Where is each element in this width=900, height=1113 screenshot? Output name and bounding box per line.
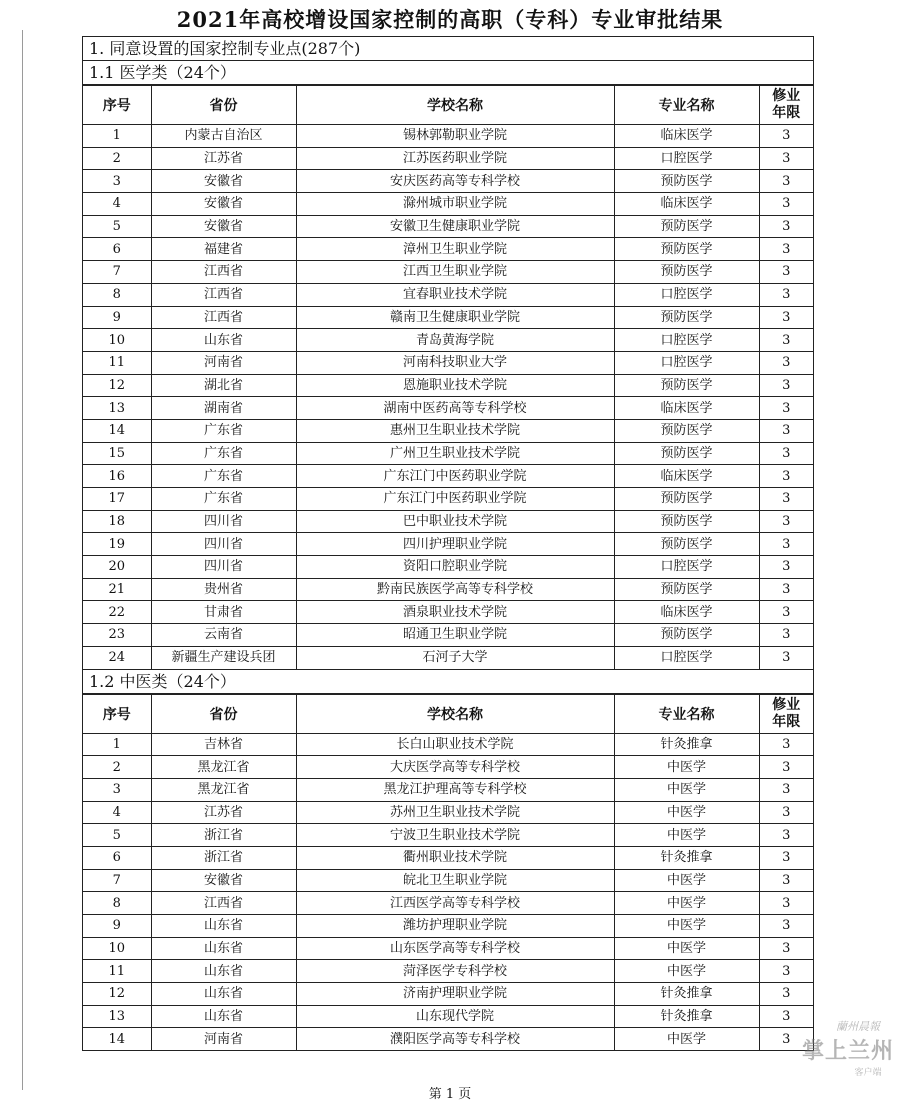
cell-index: 4 bbox=[83, 193, 151, 216]
cell-major: 预防医学 bbox=[614, 578, 759, 601]
cell-major: 预防医学 bbox=[614, 170, 759, 193]
cell-province: 四川省 bbox=[151, 556, 296, 579]
cell-province: 广东省 bbox=[151, 442, 296, 465]
cell-index: 2 bbox=[83, 147, 151, 170]
cell-major: 临床医学 bbox=[614, 397, 759, 420]
cell-index: 23 bbox=[83, 624, 151, 647]
table-row bbox=[83, 556, 813, 579]
cell-province: 广东省 bbox=[151, 419, 296, 442]
section-heading-medical: 1.1 医学类（24个） bbox=[83, 61, 813, 85]
header-major: 专业名称 bbox=[614, 694, 759, 733]
cell-index: 14 bbox=[83, 1028, 151, 1051]
cell-school: 大庆医学高等专科学校 bbox=[296, 756, 614, 779]
cell-years: 3 bbox=[759, 125, 813, 148]
cell-province: 江西省 bbox=[151, 261, 296, 284]
header-school: 学校名称 bbox=[296, 694, 614, 733]
cell-province: 山东省 bbox=[151, 983, 296, 1006]
table-row bbox=[83, 351, 813, 374]
table-header-row bbox=[83, 86, 813, 125]
cell-school: 皖北卫生职业学院 bbox=[296, 869, 614, 892]
cell-province: 江苏省 bbox=[151, 801, 296, 824]
table-row bbox=[83, 1028, 813, 1051]
cell-index: 15 bbox=[83, 442, 151, 465]
cell-school: 赣南卫生健康职业学院 bbox=[296, 306, 614, 329]
table-row bbox=[83, 1005, 813, 1028]
cell-index: 7 bbox=[83, 869, 151, 892]
cell-school: 广州卫生职业技术学院 bbox=[296, 442, 614, 465]
cell-province: 湖南省 bbox=[151, 397, 296, 420]
cell-province: 内蒙古自治区 bbox=[151, 125, 296, 148]
cell-major: 针灸推拿 bbox=[614, 983, 759, 1006]
table-row bbox=[83, 801, 813, 824]
cell-index: 4 bbox=[83, 801, 151, 824]
cell-index: 24 bbox=[83, 646, 151, 669]
cell-major: 临床医学 bbox=[614, 465, 759, 488]
cell-province: 山东省 bbox=[151, 960, 296, 983]
section-heading-approved: 1. 同意设置的国家控制专业点(287个) bbox=[83, 37, 813, 61]
cell-major: 预防医学 bbox=[614, 374, 759, 397]
cell-major: 预防医学 bbox=[614, 238, 759, 261]
cell-province: 山东省 bbox=[151, 937, 296, 960]
watermark-logo bbox=[800, 1018, 896, 1098]
cell-years: 3 bbox=[759, 601, 813, 624]
cell-major: 中医学 bbox=[614, 915, 759, 938]
cell-province: 山东省 bbox=[151, 329, 296, 352]
cell-major: 中医学 bbox=[614, 824, 759, 847]
tcm-table bbox=[83, 694, 813, 1052]
cell-years: 3 bbox=[759, 374, 813, 397]
cell-years: 3 bbox=[759, 419, 813, 442]
header-index: 序号 bbox=[83, 86, 151, 125]
header-province: 省份 bbox=[151, 86, 296, 125]
cell-school: 广东江门中医药职业学院 bbox=[296, 488, 614, 511]
cell-province: 云南省 bbox=[151, 624, 296, 647]
cell-province: 甘肃省 bbox=[151, 601, 296, 624]
cell-years: 3 bbox=[759, 170, 813, 193]
cell-index: 19 bbox=[83, 533, 151, 556]
cell-years: 3 bbox=[759, 846, 813, 869]
cell-major: 预防医学 bbox=[614, 624, 759, 647]
cell-school: 四川护理职业学院 bbox=[296, 533, 614, 556]
cell-index: 7 bbox=[83, 261, 151, 284]
cell-years: 3 bbox=[759, 915, 813, 938]
cell-province: 浙江省 bbox=[151, 824, 296, 847]
cell-major: 针灸推拿 bbox=[614, 733, 759, 756]
table-row bbox=[83, 578, 813, 601]
watermark-main: 掌上兰州 bbox=[801, 1039, 894, 1064]
header-years: 修业年限 bbox=[759, 694, 813, 733]
cell-major: 预防医学 bbox=[614, 215, 759, 238]
cell-years: 3 bbox=[759, 556, 813, 579]
table-row bbox=[83, 824, 813, 847]
table-row bbox=[83, 846, 813, 869]
cell-province: 四川省 bbox=[151, 510, 296, 533]
cell-school: 江西卫生职业学院 bbox=[296, 261, 614, 284]
table-row bbox=[83, 488, 813, 511]
cell-province: 安徽省 bbox=[151, 869, 296, 892]
cell-major: 针灸推拿 bbox=[614, 846, 759, 869]
cell-years: 3 bbox=[759, 397, 813, 420]
table-row bbox=[83, 147, 813, 170]
table-row bbox=[83, 374, 813, 397]
medical-table-body bbox=[83, 125, 813, 670]
cell-major: 预防医学 bbox=[614, 442, 759, 465]
cell-school: 恩施职业技术学院 bbox=[296, 374, 614, 397]
page-number: 第 1 页 bbox=[428, 1087, 472, 1102]
cell-years: 3 bbox=[759, 1028, 813, 1051]
cell-school: 惠州卫生职业技术学院 bbox=[296, 419, 614, 442]
cell-index: 10 bbox=[83, 329, 151, 352]
cell-index: 12 bbox=[83, 983, 151, 1006]
cell-index: 17 bbox=[83, 488, 151, 511]
cell-years: 3 bbox=[759, 646, 813, 669]
cell-years: 3 bbox=[759, 733, 813, 756]
cell-school: 江西医学高等专科学校 bbox=[296, 892, 614, 915]
cell-province: 江西省 bbox=[151, 306, 296, 329]
cell-index: 2 bbox=[83, 756, 151, 779]
table-row bbox=[83, 465, 813, 488]
cell-years: 3 bbox=[759, 892, 813, 915]
page-title: 2021年高校增设国家控制的高职（专科）专业审批结果 bbox=[176, 7, 724, 32]
cell-school: 濮阳医学高等专科学校 bbox=[296, 1028, 614, 1051]
cell-major: 中医学 bbox=[614, 756, 759, 779]
cell-major: 中医学 bbox=[614, 1028, 759, 1051]
cell-index: 6 bbox=[83, 846, 151, 869]
cell-major: 针灸推拿 bbox=[614, 1005, 759, 1028]
cell-major: 预防医学 bbox=[614, 419, 759, 442]
cell-school: 菏泽医学专科学校 bbox=[296, 960, 614, 983]
cell-major: 中医学 bbox=[614, 869, 759, 892]
cell-major: 临床医学 bbox=[614, 125, 759, 148]
cell-province: 安徽省 bbox=[151, 193, 296, 216]
table-row bbox=[83, 125, 813, 148]
cell-province: 江西省 bbox=[151, 283, 296, 306]
cell-province: 山东省 bbox=[151, 1005, 296, 1028]
table-row bbox=[83, 533, 813, 556]
cell-index: 13 bbox=[83, 1005, 151, 1028]
cell-school: 宁波卫生职业技术学院 bbox=[296, 824, 614, 847]
cell-years: 3 bbox=[759, 238, 813, 261]
cell-school: 长白山职业技术学院 bbox=[296, 733, 614, 756]
cell-index: 1 bbox=[83, 733, 151, 756]
cell-school: 滁州城市职业学院 bbox=[296, 193, 614, 216]
cell-index: 22 bbox=[83, 601, 151, 624]
cell-school: 苏州卫生职业技术学院 bbox=[296, 801, 614, 824]
cell-years: 3 bbox=[759, 937, 813, 960]
cell-school: 酒泉职业技术学院 bbox=[296, 601, 614, 624]
cell-province: 安徽省 bbox=[151, 215, 296, 238]
cell-years: 3 bbox=[759, 624, 813, 647]
cell-school: 衢州职业技术学院 bbox=[296, 846, 614, 869]
cell-major: 中医学 bbox=[614, 960, 759, 983]
cell-province: 四川省 bbox=[151, 533, 296, 556]
cell-years: 3 bbox=[759, 960, 813, 983]
cell-index: 6 bbox=[83, 238, 151, 261]
cell-major: 口腔医学 bbox=[614, 147, 759, 170]
cell-school: 广东江门中医药职业学院 bbox=[296, 465, 614, 488]
cell-province: 福建省 bbox=[151, 238, 296, 261]
cell-major: 临床医学 bbox=[614, 193, 759, 216]
cell-school: 青岛黄海学院 bbox=[296, 329, 614, 352]
cell-province: 浙江省 bbox=[151, 846, 296, 869]
cell-index: 16 bbox=[83, 465, 151, 488]
cell-province: 黑龙江省 bbox=[151, 778, 296, 801]
cell-index: 8 bbox=[83, 892, 151, 915]
cell-index: 14 bbox=[83, 419, 151, 442]
cell-index: 3 bbox=[83, 170, 151, 193]
table-row bbox=[83, 193, 813, 216]
cell-years: 3 bbox=[759, 778, 813, 801]
cell-province: 安徽省 bbox=[151, 170, 296, 193]
cell-index: 5 bbox=[83, 215, 151, 238]
cell-index: 13 bbox=[83, 397, 151, 420]
cell-school: 宜春职业技术学院 bbox=[296, 283, 614, 306]
table-row bbox=[83, 869, 813, 892]
cell-major: 中医学 bbox=[614, 778, 759, 801]
table-row bbox=[83, 510, 813, 533]
cell-index: 3 bbox=[83, 778, 151, 801]
cell-years: 3 bbox=[759, 193, 813, 216]
cell-school: 山东医学高等专科学校 bbox=[296, 937, 614, 960]
cell-major: 口腔医学 bbox=[614, 283, 759, 306]
cell-years: 3 bbox=[759, 488, 813, 511]
table-row bbox=[83, 960, 813, 983]
cell-school: 石河子大学 bbox=[296, 646, 614, 669]
cell-school: 锡林郭勒职业学院 bbox=[296, 125, 614, 148]
cell-years: 3 bbox=[759, 147, 813, 170]
cell-index: 5 bbox=[83, 824, 151, 847]
tcm-table-body bbox=[83, 733, 813, 1051]
cell-years: 3 bbox=[759, 1005, 813, 1028]
table-row bbox=[83, 215, 813, 238]
cell-province: 吉林省 bbox=[151, 733, 296, 756]
cell-school: 漳州卫生职业学院 bbox=[296, 238, 614, 261]
cell-province: 广东省 bbox=[151, 465, 296, 488]
table-row bbox=[83, 306, 813, 329]
cell-index: 21 bbox=[83, 578, 151, 601]
cell-years: 3 bbox=[759, 983, 813, 1006]
cell-years: 3 bbox=[759, 465, 813, 488]
table-row bbox=[83, 261, 813, 284]
cell-province: 新疆生产建设兵团 bbox=[151, 646, 296, 669]
cell-major: 预防医学 bbox=[614, 306, 759, 329]
cell-school: 黑龙江护理高等专科学校 bbox=[296, 778, 614, 801]
cell-province: 河南省 bbox=[151, 351, 296, 374]
cell-index: 20 bbox=[83, 556, 151, 579]
cell-school: 江苏医药职业学院 bbox=[296, 147, 614, 170]
cell-school: 安徽卫生健康职业学院 bbox=[296, 215, 614, 238]
table-row bbox=[83, 778, 813, 801]
cell-index: 12 bbox=[83, 374, 151, 397]
cell-province: 贵州省 bbox=[151, 578, 296, 601]
cell-index: 11 bbox=[83, 351, 151, 374]
header-years: 修业年限 bbox=[759, 86, 813, 125]
section-heading-tcm: 1.2 中医类（24个） bbox=[83, 670, 813, 694]
cell-school: 济南护理职业学院 bbox=[296, 983, 614, 1006]
cell-index: 8 bbox=[83, 283, 151, 306]
table-row bbox=[83, 937, 813, 960]
cell-major: 预防医学 bbox=[614, 488, 759, 511]
cell-school: 巴中职业技术学院 bbox=[296, 510, 614, 533]
table-row bbox=[83, 601, 813, 624]
cell-school: 湖南中医药高等专科学校 bbox=[296, 397, 614, 420]
cell-major: 预防医学 bbox=[614, 261, 759, 284]
cell-years: 3 bbox=[759, 329, 813, 352]
table-row bbox=[83, 419, 813, 442]
cell-province: 黑龙江省 bbox=[151, 756, 296, 779]
document-table bbox=[82, 36, 814, 1051]
cell-school: 潍坊护理职业学院 bbox=[296, 915, 614, 938]
cell-years: 3 bbox=[759, 756, 813, 779]
table-row bbox=[83, 329, 813, 352]
table-header-row bbox=[83, 694, 813, 733]
cell-province: 河南省 bbox=[151, 1028, 296, 1051]
cell-years: 3 bbox=[759, 442, 813, 465]
cell-major: 预防医学 bbox=[614, 533, 759, 556]
cell-school: 昭通卫生职业学院 bbox=[296, 624, 614, 647]
cell-years: 3 bbox=[759, 351, 813, 374]
watermark-top: 蘭州晨報 bbox=[836, 1020, 880, 1033]
table-row bbox=[83, 442, 813, 465]
table-row bbox=[83, 397, 813, 420]
cell-years: 3 bbox=[759, 801, 813, 824]
header-province: 省份 bbox=[151, 694, 296, 733]
cell-index: 11 bbox=[83, 960, 151, 983]
cell-major: 口腔医学 bbox=[614, 646, 759, 669]
cell-years: 3 bbox=[759, 869, 813, 892]
cell-years: 3 bbox=[759, 510, 813, 533]
cell-index: 9 bbox=[83, 306, 151, 329]
header-school: 学校名称 bbox=[296, 86, 614, 125]
cell-school: 山东现代学院 bbox=[296, 1005, 614, 1028]
medical-table bbox=[83, 85, 813, 670]
cell-school: 安庆医药高等专科学校 bbox=[296, 170, 614, 193]
table-row bbox=[83, 892, 813, 915]
table-row bbox=[83, 733, 813, 756]
table-row bbox=[83, 283, 813, 306]
cell-major: 口腔医学 bbox=[614, 556, 759, 579]
cell-school: 资阳口腔职业学院 bbox=[296, 556, 614, 579]
cell-years: 3 bbox=[759, 215, 813, 238]
cell-major: 口腔医学 bbox=[614, 329, 759, 352]
cell-years: 3 bbox=[759, 578, 813, 601]
cell-major: 中医学 bbox=[614, 937, 759, 960]
cell-major: 预防医学 bbox=[614, 510, 759, 533]
table-row bbox=[83, 646, 813, 669]
cell-index: 9 bbox=[83, 915, 151, 938]
cell-years: 3 bbox=[759, 824, 813, 847]
cell-province: 湖北省 bbox=[151, 374, 296, 397]
cell-province: 山东省 bbox=[151, 915, 296, 938]
cell-index: 18 bbox=[83, 510, 151, 533]
table-row bbox=[83, 915, 813, 938]
header-index: 序号 bbox=[83, 694, 151, 733]
table-row bbox=[83, 624, 813, 647]
table-row bbox=[83, 170, 813, 193]
cell-province: 江苏省 bbox=[151, 147, 296, 170]
header-major: 专业名称 bbox=[614, 86, 759, 125]
cell-major: 中医学 bbox=[614, 801, 759, 824]
cell-years: 3 bbox=[759, 306, 813, 329]
cell-province: 广东省 bbox=[151, 488, 296, 511]
table-row bbox=[83, 983, 813, 1006]
cell-index: 1 bbox=[83, 125, 151, 148]
cell-province: 江西省 bbox=[151, 892, 296, 915]
cell-school: 黔南民族医学高等专科学校 bbox=[296, 578, 614, 601]
cell-school: 河南科技职业大学 bbox=[296, 351, 614, 374]
cell-years: 3 bbox=[759, 261, 813, 284]
table-row bbox=[83, 238, 813, 261]
cell-index: 10 bbox=[83, 937, 151, 960]
cell-years: 3 bbox=[759, 533, 813, 556]
cell-major: 临床医学 bbox=[614, 601, 759, 624]
table-row bbox=[83, 756, 813, 779]
cell-major: 中医学 bbox=[614, 892, 759, 915]
watermark-sub: 客户端 bbox=[854, 1068, 882, 1078]
page-edge-line bbox=[22, 30, 23, 1090]
cell-major: 口腔医学 bbox=[614, 351, 759, 374]
cell-years: 3 bbox=[759, 283, 813, 306]
